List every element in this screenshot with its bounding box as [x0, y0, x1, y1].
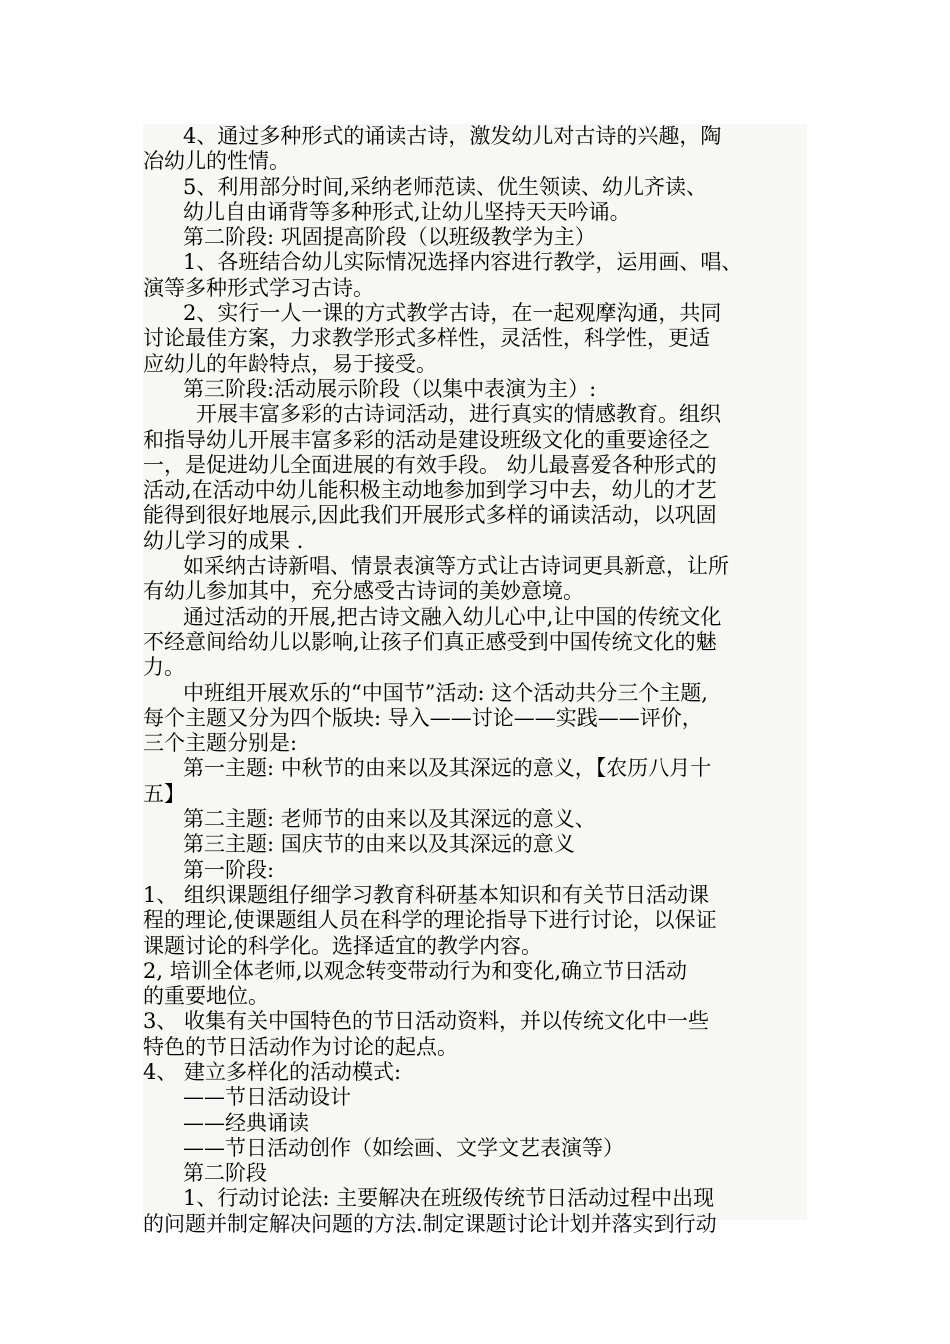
- text-line: 活动,在活动中幼儿能积极主动地参加到学习中去，幼儿的才艺: [143, 478, 717, 503]
- text-line: 三个主题分别是:: [143, 731, 298, 756]
- text-line: 第一阶段:: [183, 857, 275, 882]
- text-line: 课题讨论的科学化。选择适宜的教学内容。: [143, 933, 542, 958]
- text-line: 如采纳古诗新唱、情景表演等方式让古诗词更具新意，让所: [183, 554, 729, 579]
- text-line: 4、通过多种形式的诵读古诗，激发幼儿对古诗的兴趣，陶: [183, 124, 722, 148]
- text-line: 第二阶段: [183, 1161, 267, 1186]
- text-line: 幼儿学习的成果 .: [143, 528, 304, 553]
- text-line: 演等多种形式学习古诗。: [143, 275, 374, 300]
- text-line: 五】: [143, 781, 185, 806]
- text-line: ——节日活动创作（如绘画、文学文艺表演等）: [183, 1135, 624, 1160]
- text-line: 第三阶段:活动展示阶段（以集中表演为主）:: [183, 376, 597, 401]
- text-line: 的问题并制定解决问题的方法.制定课题讨论计划并落实到行动: [143, 1211, 717, 1236]
- text-line: 幼儿自由诵背等多种形式,让幼儿坚持天天吟诵。: [183, 199, 631, 224]
- text-line: 第一主题: 中秋节的由来以及其深远的意义，【农历八月十: [183, 756, 712, 781]
- text-line: 能得到很好地展示,因此我们开展形式多样的诵读活动，以巩固: [143, 503, 717, 528]
- text-line: 特色的节日活动作为讨论的起点。: [143, 1034, 458, 1059]
- text-line: 1、行动讨论法: 主要解决在班级传统节日活动过程中出现: [183, 1186, 715, 1211]
- text-line: 中班组开展欢乐的“中国节”活动: 这个活动共分三个主题,: [183, 680, 708, 705]
- text-line: 力。: [143, 655, 185, 680]
- text-line: 1、 组织课题组仔细学习教育科研基本知识和有关节日活动课: [143, 882, 710, 907]
- text-line: ——节日活动设计: [183, 1085, 351, 1110]
- text-line: 讨论最佳方案，力求教学形式多样性，灵活性，科学性，更适: [143, 326, 710, 351]
- text-line: 1、各班结合幼儿实际情况选择内容进行教学，运用画、唱、: [183, 250, 743, 275]
- text-line: 开展丰富多彩的古诗词活动，进行真实的情感教育。组织: [196, 402, 721, 427]
- text-line: 2、实行一人一课的方式教学古诗，在一起观摩沟通，共同: [183, 301, 722, 326]
- text-line: 的重要地位。: [143, 984, 269, 1009]
- text-line: 5、利用部分时间,采纳老师范读、优生领读、幼儿齐读、: [183, 174, 708, 199]
- text-line: 和指导幼儿开展丰富多彩的活动是建设班级文化的重要途径之: [143, 427, 710, 452]
- text-line: 4、 建立多样化的活动模式:: [143, 1059, 402, 1084]
- text-line: 第二阶段: 巩固提高阶段（以班级教学为主）: [183, 225, 596, 250]
- text-line: 一，是促进幼儿全面进展的有效手段。 幼儿最喜爱各种形式的: [143, 452, 717, 477]
- text-line: 应幼儿的年龄特点，易于接受。: [143, 351, 437, 376]
- text-line: 第三主题: 国庆节的由来以及其深远的意义: [183, 832, 575, 857]
- text-line: 程的理论,使课题组人员在科学的理论指导下进行讨论，以保证: [143, 908, 717, 933]
- text-line: 不经意间给幼儿以影响,让孩子们真正感受到中国传统文化的魅: [143, 629, 717, 654]
- text-line: 每个主题又分为四个版块: 导入——讨论——实践——评价，: [143, 705, 703, 730]
- document-body: [143, 124, 807, 1237]
- text-line: 3、 收集有关中国特色的节日活动资料，并以传统文化中一些: [143, 1009, 710, 1034]
- text-line: 冶幼儿的性情。: [143, 149, 290, 174]
- text-line: 2, 培训全体老师,以观念转变带动行为和变化,确立节日活动: [143, 958, 688, 983]
- text-line: 通过活动的开展,把古诗文融入幼儿心中,让中国的传统文化: [183, 604, 722, 629]
- text-line: 第二主题: 老师节的由来以及其深远的意义、: [183, 807, 596, 832]
- text-line: ——经典诵读: [183, 1110, 309, 1135]
- text-line: 有幼儿参加其中，充分感受古诗词的美妙意境。: [143, 579, 584, 604]
